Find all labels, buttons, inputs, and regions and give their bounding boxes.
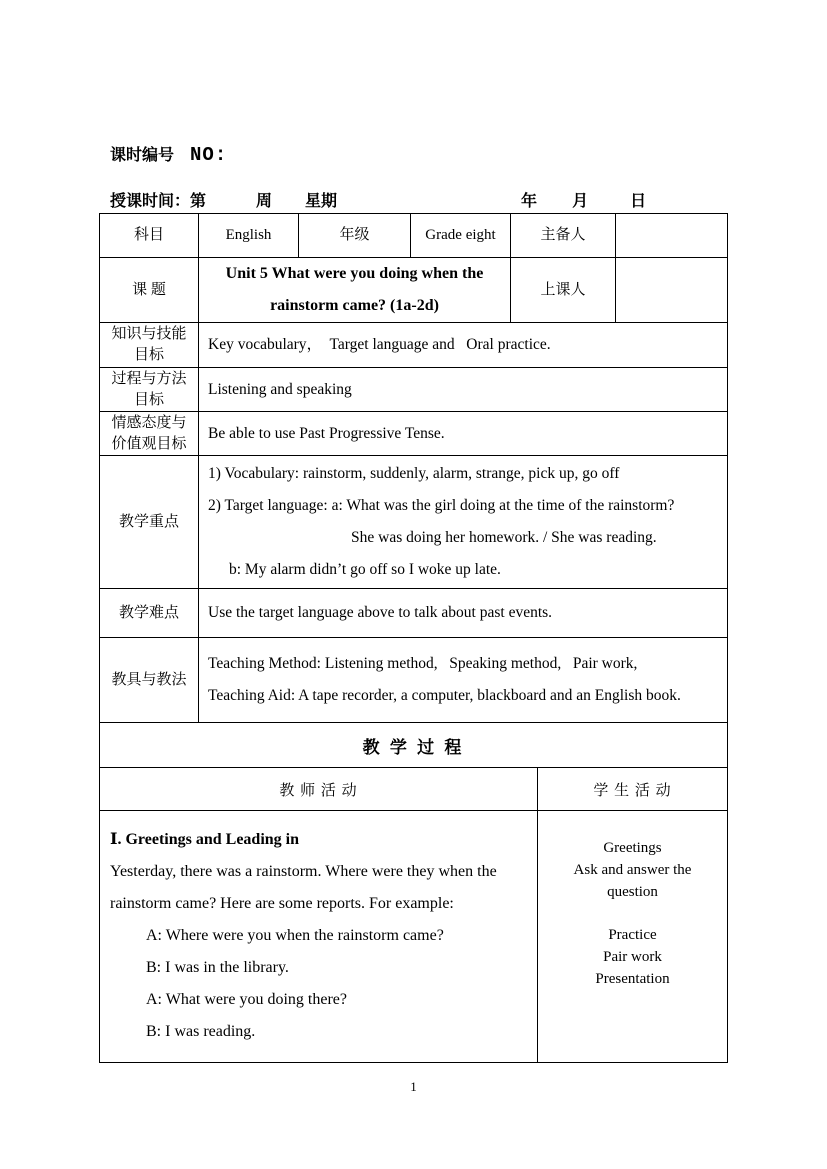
schedule-week-label: 周 <box>256 193 273 210</box>
aids-methods-line-1: Teaching Method: Listening method, Speaking method, Pair work, <box>208 655 638 672</box>
dialogue-line: B: I was in the library. <box>146 959 289 976</box>
table-row-topic <box>100 258 728 323</box>
table-row-process-goal <box>100 368 728 412</box>
student-activity-line: Ask and answer the question <box>573 862 692 900</box>
table-row-process-title <box>100 723 728 768</box>
lesson-code-line <box>110 142 227 166</box>
teacher-activity-cell <box>100 811 538 1063</box>
aids-methods-line-2: Teaching Aid: A tape recorder, a computer, blackboard and an English book. <box>208 687 681 704</box>
topic-value-cell <box>199 258 511 323</box>
topic-line2: rainstorm came? (1a-2d) <box>270 297 439 314</box>
table-row-activity-content <box>100 811 728 1063</box>
schedule-day-label: 日 <box>630 193 647 210</box>
table-row-emotion-goal <box>100 412 728 456</box>
process-title-cell: 教 学 过 程 <box>100 723 728 768</box>
table-row-meta1 <box>100 214 728 258</box>
student-activity-line: Pair work <box>603 949 662 965</box>
student-activity-cell <box>538 811 728 1063</box>
teacher-activity-heading: Ⅰ. Greetings and Leading in <box>110 831 299 848</box>
aids-methods-label-cell: 教具与教法 <box>100 638 199 723</box>
topic-label-cell: 课 题 <box>100 258 199 323</box>
schedule-prefix: 授课时间：第 <box>110 193 207 210</box>
student-activity-header-cell: 学 生 活 动 <box>538 768 728 811</box>
grade-value-cell: Grade eight <box>411 214 511 258</box>
key-points-line-1: 1) Vocabulary: rainstorm, suddenly, alarm, strange, pick up, go off <box>208 465 620 482</box>
teacher-activity-paragraph: Yesterday, there was a rainstorm. Where were they when the rainstorm came? Here are some reports. For example: <box>110 863 497 912</box>
student-activity-line: Presentation <box>595 971 670 987</box>
schedule-month-label: 月 <box>572 193 589 210</box>
instructor-label-cell: 上课人 <box>511 258 616 323</box>
lesson-code-number: NO: <box>190 144 228 166</box>
grade-label-cell: 年级 <box>299 214 411 258</box>
key-points-line-4: b: My alarm didn’t go off so I woke up late. <box>229 561 501 578</box>
table-row-aids-methods <box>100 638 728 723</box>
emotion-goal-label-cell: 情感态度与价值观目标 <box>100 412 199 456</box>
key-points-label-cell: 教学重点 <box>100 456 199 589</box>
emotion-goal-value-cell: Be able to use Past Progressive Tense. <box>199 412 728 456</box>
key-points-line-2: 2) Target language: a: What was the girl doing at the time of the rainstorm? <box>208 497 675 514</box>
dialogue-line: A: Where were you when the rainstorm came? <box>146 927 444 944</box>
difficulty-label-cell: 教学难点 <box>100 589 199 638</box>
teacher-activity-header-cell: 教 师 活 动 <box>100 768 538 811</box>
knowledge-goal-label-cell: 知识与技能目标 <box>100 323 199 368</box>
table-row-key-points <box>100 456 728 589</box>
student-activity-line: Practice <box>608 927 657 943</box>
key-points-line-3: She was doing her homework. / She was reading. <box>351 529 657 546</box>
difficulty-value-cell: Use the target language above to talk about past events. <box>199 589 728 638</box>
schedule-weekday-label: 星期 <box>305 193 338 210</box>
process-goal-label-cell: 过程与方法目标 <box>100 368 199 412</box>
process-goal-value-cell: Listening and speaking <box>199 368 728 412</box>
dialogue-line: B: I was reading. <box>146 1023 256 1040</box>
topic-line1: Unit 5 What were you doing when the <box>225 265 484 282</box>
lead-planner-value-cell <box>616 214 728 258</box>
page-number: 1 <box>410 1079 417 1094</box>
table-row-activity-headers <box>100 768 728 811</box>
instructor-value-cell <box>616 258 728 323</box>
lead-planner-label-cell: 主备人 <box>511 214 616 258</box>
subject-value-cell: English <box>199 214 299 258</box>
aids-methods-value-cell <box>199 638 728 723</box>
table-row-difficulty <box>100 589 728 638</box>
lesson-plan-table <box>99 213 728 1063</box>
student-activity-line: Greetings <box>603 840 662 856</box>
subject-label-cell: 科目 <box>100 214 199 258</box>
schedule-year-label: 年 <box>521 193 538 210</box>
lesson-code-label: 课时编号 <box>110 147 175 164</box>
dialogue-line: A: What were you doing there? <box>146 991 347 1008</box>
key-points-value-cell <box>199 456 728 589</box>
knowledge-goal-value-cell: Key vocabulary， Target language and Oral practice. <box>199 323 728 368</box>
schedule-line <box>110 188 646 211</box>
table-row-knowledge-goal <box>100 323 728 368</box>
